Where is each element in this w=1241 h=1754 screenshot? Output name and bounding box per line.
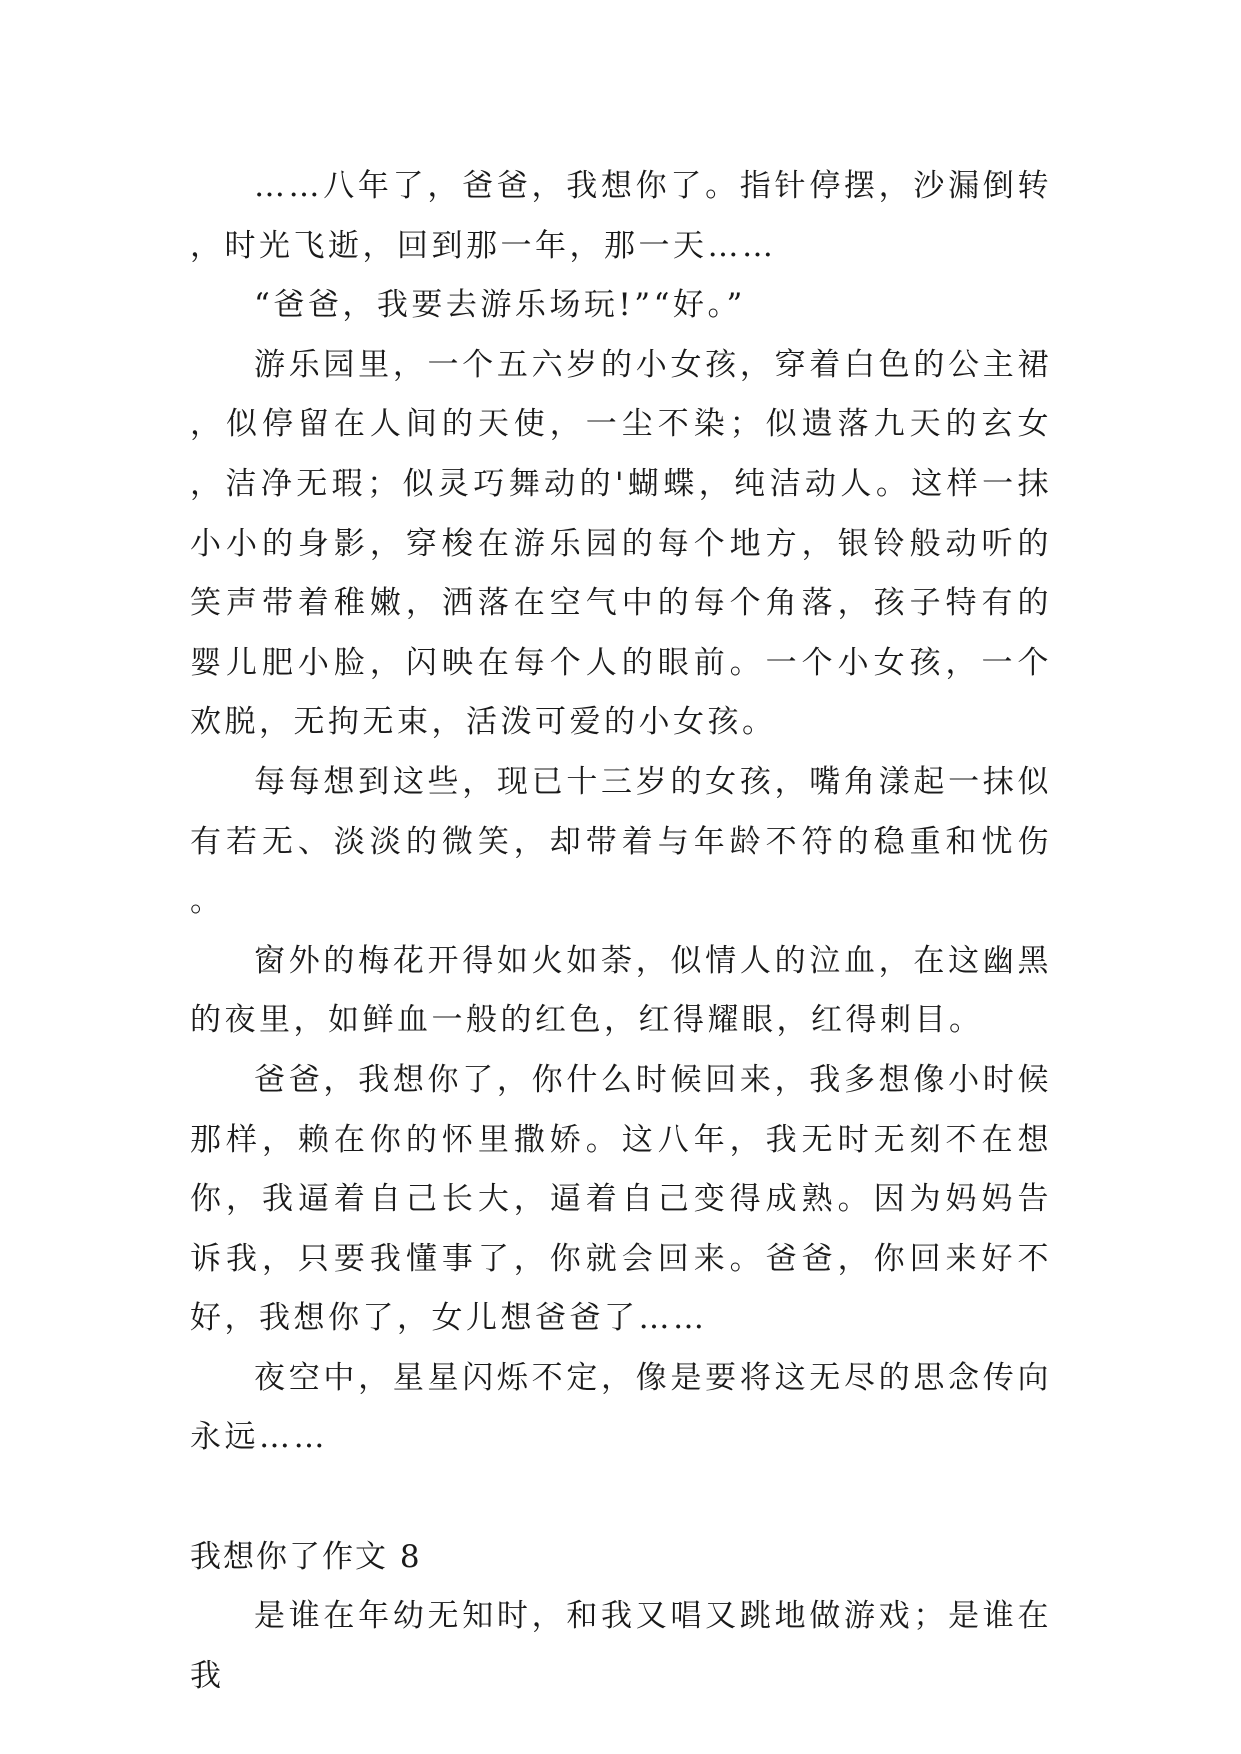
paragraph-4: 每每想到这些，现已十三岁的女孩，嘴角漾起一抹似有若无、淡淡的微笑，却带着与年龄不符的稳重和忧伤。	[190, 763, 1052, 920]
section-title: 我想你了作文 8	[190, 1538, 422, 1575]
document-body	[190, 157, 1052, 1706]
paragraph-1: ……八年了，爸爸，我想你了。指针停摆，沙漏倒转，时光飞逝，回到那一年，那一天……	[190, 168, 1052, 264]
paragraph-2: “爸爸，我要去游乐场玩!”“好。”	[254, 287, 746, 324]
paragraph-5: 窗外的梅花开得如火如荼，似情人的泣血，在这幽黑的夜里，如鲜血一般的红色，红得耀眼，红得刺目。	[190, 942, 1052, 1039]
paragraph-8: 是谁在年幼无知时，和我又唱又跳地做游戏；是谁在我	[190, 1598, 1052, 1694]
paragraph-7: 夜空中，星星闪烁不定，像是要将这无尽的思念传向永远……	[190, 1359, 1052, 1456]
paragraph-6: 爸爸，我想你了，你什么时候回来，我多想像小时候那样，赖在你的怀里撒娇。这八年，我无时无刻不在想你，我逼着自己长大，逼着自己变得成熟。因为妈妈告诉我，只要我懂事了，你就会回来。爸爸，你回来好不好，我想你了，女儿想爸爸了……	[190, 1061, 1052, 1337]
paragraph-3: 游乐园里，一个五六岁的小女孩，穿着白色的公主裙，似停留在人间的天使，一尘不染；似遗落九天的玄女，洁净无瑕；似灵巧舞动的'蝴蝶，纯洁动人。这样一抹小小的身影，穿梭在游乐园的每个地方，银铃般动听的笑声带着稚嫩，洒落在空气中的每个角落，孩子特有的婴儿肥小脸，闪映在每个人的眼前。一个小女孩，一个欢脱，无拘无束，活泼可爱的小女孩。	[190, 346, 1052, 741]
